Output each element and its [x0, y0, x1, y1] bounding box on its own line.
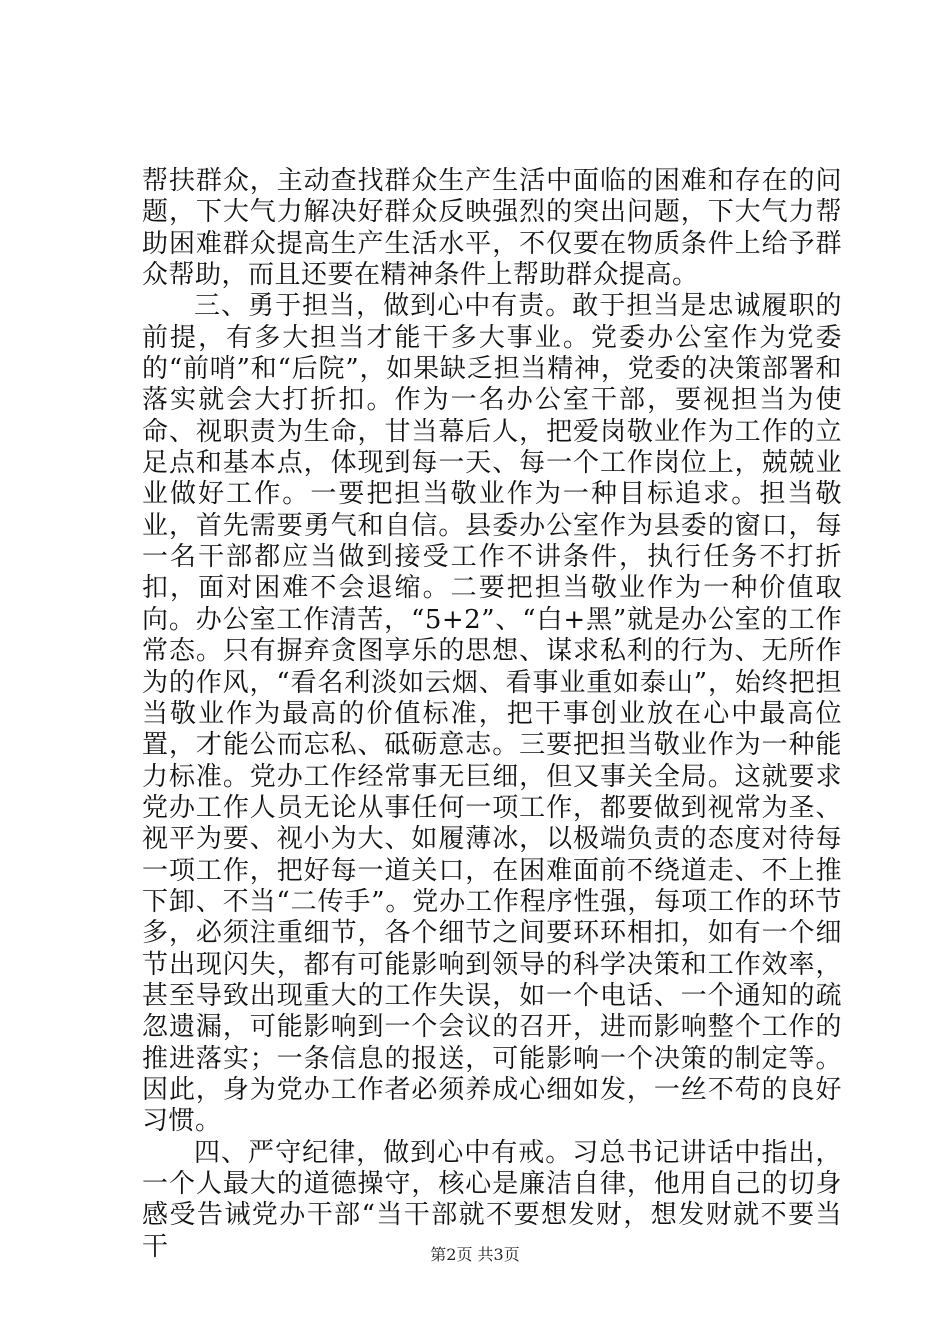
paragraph-continuation: 帮扶群众，主动查找群众生产生活中面临的困难和存在的问题，下大气力解决好群众反映强烈的突出问题，下大气力帮助困难群众提高生产生活水平，不仅要在物质条件上给予群众帮助，而且还要在精神条件上帮助群众提高。 [142, 166, 842, 291]
paragraph-section-four: 四、严守纪律，做到心中有戒。习总书记讲话中指出，一个人最大的道德操守，核心是廉洁自律，他用自己的切身感受告诫党办干部“当干部就不要想发财，想发财就不要当干 [142, 1137, 842, 1262]
document-body [142, 166, 842, 1263]
paragraph-section-three: 三、勇于担当，做到心中有责。敢于担当是忠诚履职的前提，有多大担当才能干多大事业。党委办公室作为党委的“前哨”和“后院”，如果缺乏担当精神，党委的决策部署和落实就会大打折扣。作为一名办公室干部，要视担当为使命、视职责为生命，甘当幕后人，把爱岗敬业作为工作的立足点和基本点，体现到每一天、每一个工作岗位上，兢兢业业做好工作。一要把担当敬业作为一种目标追求。担当敬业，首先需要勇气和自信。县委办公室作为县委的窗口，每一名干部都应当做到接受工作不讲条件，执行任务不打折扣，面对困难不会退缩。二要把担当敬业作为一种价值取向。办公室工作清苦，“5+2”、“白+黑”就是办公室的工作常态。只有摒弃贪图享乐的思想、谋求私利的行为、无所作为的作风，“看名利淡如云烟、看事业重如泰山”，始终把担当敬业作为最高的价值标准，把干事创业放在心中最高位置，才能公而忘私、砥砺意志。三要把担当敬业作为一种能力标准。党办工作经常事无巨细，但又事关全局。这就要求党办工作人员无论从事任何一项工作，都要做到视常为圣、视平为要、视小为大、如履薄冰，以极端负责的态度对待每一项工作，把好每一道关口，在困难面前不绕道走、不上推下卸、不当“二传手”。党办工作程序性强，每项工作的环节多，必须注重细节，各个细节之间要环环相扣，如有一个细节出现闪失，都有可能影响到领导的科学决策和工作效率，甚至导致出现重大的工作失误，如一个电话、一个通知的疏忽遗漏，可能影响到一个会议的召开，进而影响整个工作的推进落实；一条信息的报送，可能影响一个决策的制定等。因此，身为党办工作者必须养成心细如发，一丝不苟的良好习惯。 [142, 291, 842, 1137]
page-footer: 第2页 共3页 [430, 1245, 520, 1264]
